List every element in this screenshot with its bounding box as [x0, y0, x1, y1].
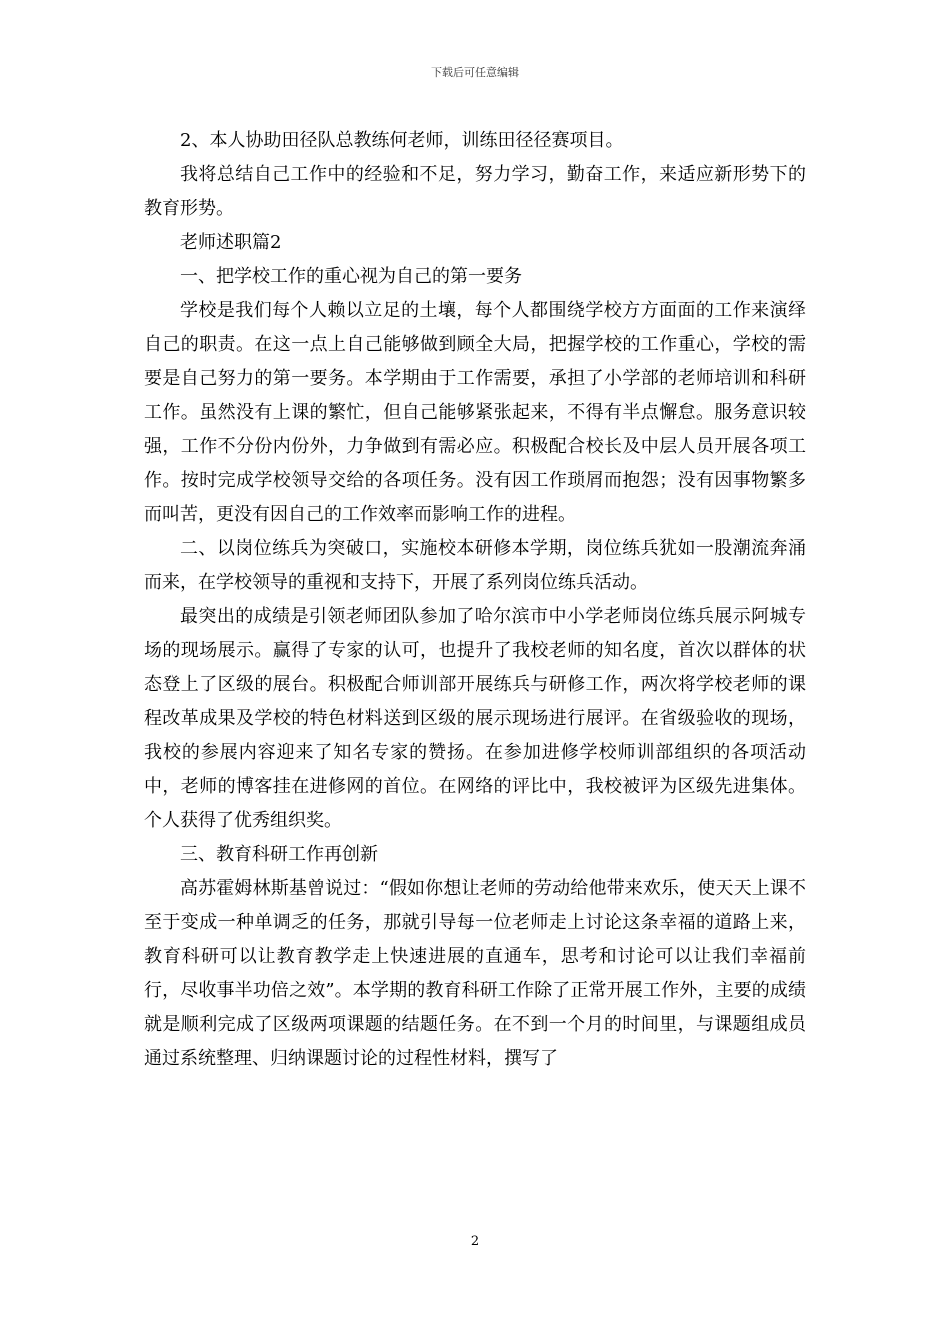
page-header: 下载后可任意编辑: [431, 66, 519, 79]
paragraph: 最突出的成绩是引领老师团队参加了哈尔滨市中小学老师岗位练兵展示阿城专场的现场展示。赢得了专家的认可，也提升了我校老师的知名度，首次以群体的状态登上了区级的展台。积极配合师训部开展练兵与研修工作，两次将学校老师的课程改革成果及学校的特色材料送到区级的展示现场进行展评。在省级验收的现场，我校的参展内容迎来了知名专家的赞扬。在参加进修学校师训部组织的各项活动中，老师的博客挂在进修网的首位。在网络的评比中，我校被评为区级先进集体。个人获得了优秀组织奖。: [144, 606, 806, 831]
section-heading: 二、以岗位练兵为突破口，实施校本研修本学期，岗位练兵犹如一股潮流奔涌而来，在学校领导的重视和支持下，开展了系列岗位练兵活动。: [144, 538, 806, 593]
page-number: 2: [470, 1234, 480, 1249]
document-body: [144, 124, 806, 1076]
paragraph: 高苏霍姆林斯基曾说过：“假如你想让老师的劳动给他带来欢乐，使天天上课不至于变成一种单调乏的任务，那就引导每一位老师走上讨论这条幸福的道路上来，教育科研可以让教育教学走上快速进展的直通车，思考和讨论可以让我们幸福前行，尽收事半功倍之效”。本学期的教育科研工作除了正常开展工作外，主要的成绩就是顺利完成了区级两项课题的结题任务。在不到一个月的时间里，与课题组成员通过系统整理、归纳课题讨论的过程性材料，撰写了: [144, 878, 806, 1069]
section-heading: 一、把学校工作的重心视为自己的第一要务: [180, 266, 522, 287]
section-heading: 三、教育科研工作再创新: [180, 844, 378, 865]
paragraph: 2、本人协助田径队总教练何老师，训练田径径赛项目。: [180, 130, 624, 151]
paragraph: 学校是我们每个人赖以立足的土壤，每个人都围绕学校方方面面的工作来演绎自己的职责。在这一点上自己能够做到顾全大局，把握学校的工作重心，学校的需要是自己努力的第一要务。本学期由于工作需要，承担了小学部的老师培训和科研工作。虽然没有上课的繁忙，但自己能够紧张起来，不得有半点懈怠。服务意识较强，工作不分份内份外，力争做到有需必应。积极配合校长及中层人员开展各项工作。按时完成学校领导交给的各项任务。没有因工作琐屑而抱怨；没有因事物繁多而叫苦，更没有因自己的工作效率而影响工作的进程。: [144, 300, 806, 525]
paragraph: 我将总结自己工作中的经验和不足，努力学习，勤奋工作，来适应新形势下的教育形势。: [144, 164, 806, 219]
section-title: 老师述职篇2: [180, 232, 282, 253]
